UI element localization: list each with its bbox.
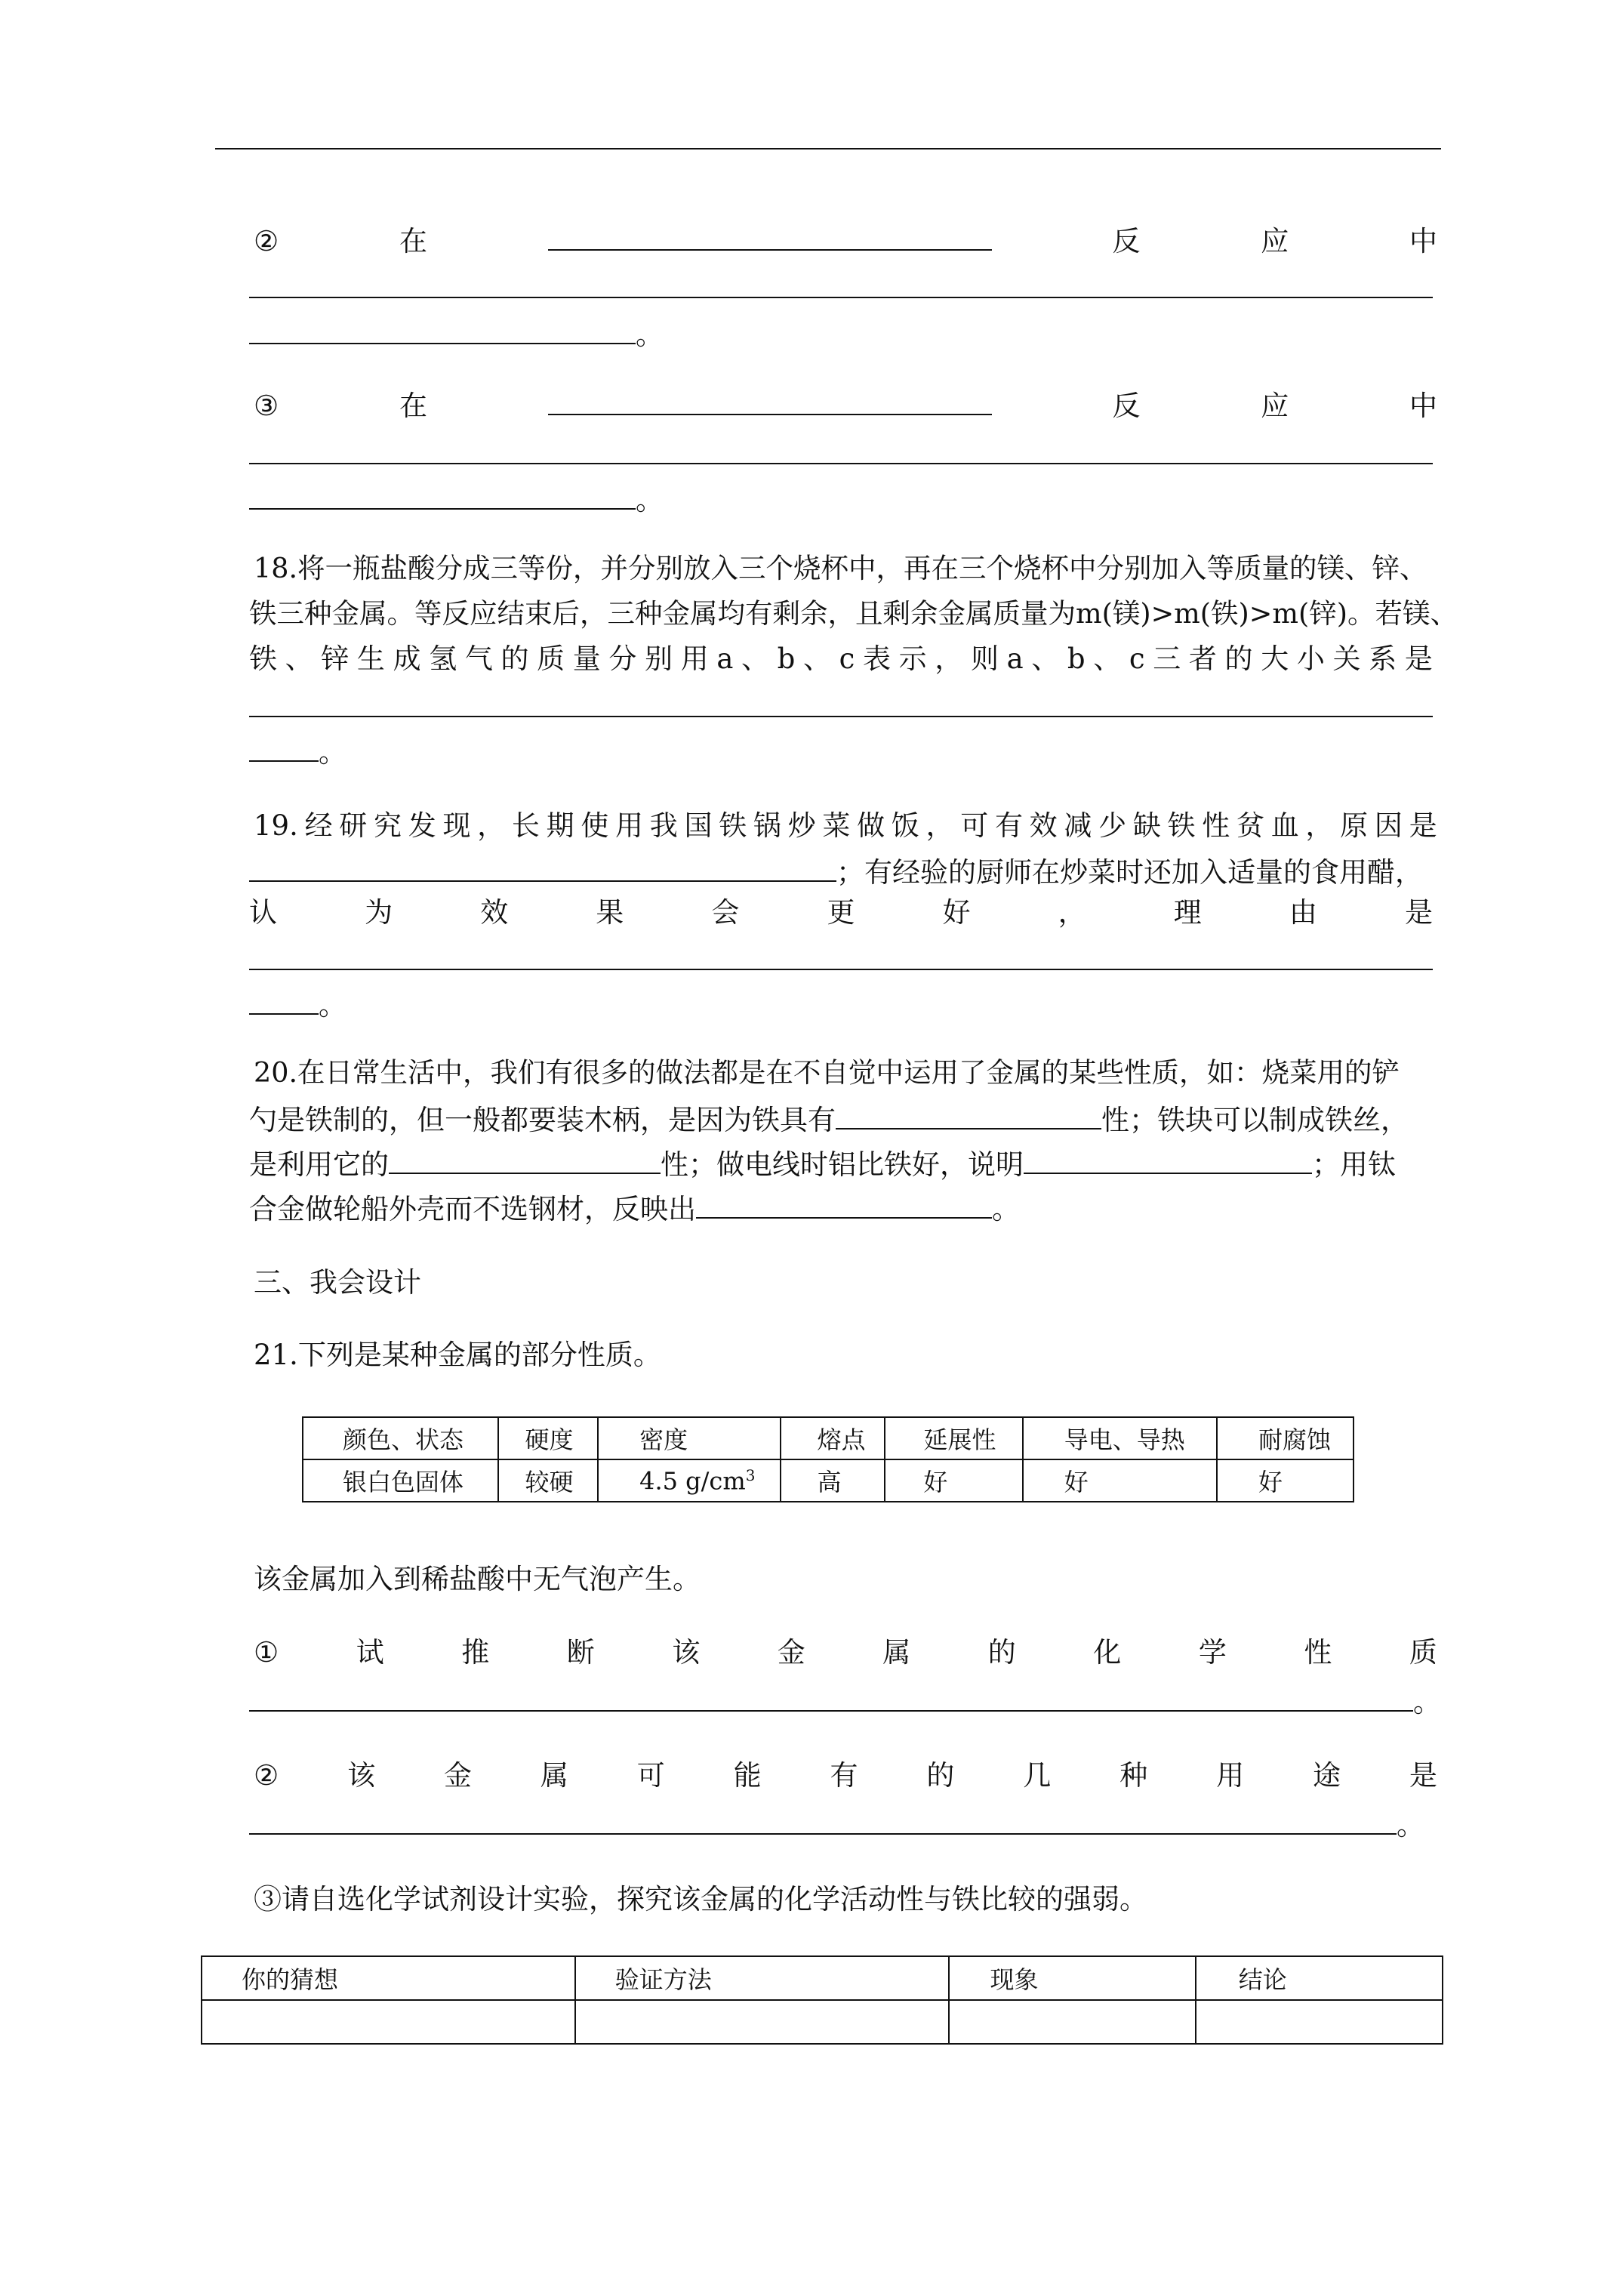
q18-end: 。: [249, 730, 346, 773]
text-char: 用: [1216, 1759, 1245, 1792]
text-char: ，: [477, 809, 506, 842]
table-row: [303, 1417, 1354, 1459]
text-char: 、: [741, 643, 770, 675]
text-char: 炒: [787, 809, 816, 842]
text-char: 贫: [1236, 809, 1264, 842]
answer-blank[interactable]: [249, 1803, 1397, 1835]
text-char: 者: [1188, 643, 1217, 675]
text-char: 铁: [1167, 809, 1196, 842]
text-char: c: [1129, 643, 1145, 675]
text-char: 是: [1409, 1759, 1437, 1792]
text-char: 19.: [254, 809, 298, 842]
table-header-cell: 结论: [1196, 1956, 1443, 2000]
q21-sub2: [254, 1755, 1437, 1796]
text-char: ，: [1305, 809, 1334, 842]
answer-blank[interactable]: [548, 384, 992, 415]
answer-cell[interactable]: [949, 2000, 1196, 2044]
answer-blank[interactable]: [249, 983, 319, 1015]
text-char: 金: [443, 1759, 472, 1792]
q21-note: 该金属加入到稀盐酸中无气泡产生。: [254, 1563, 701, 1595]
answer-blank[interactable]: [249, 850, 836, 882]
text-char: 的: [926, 1759, 955, 1792]
text-char: 是: [1404, 643, 1433, 675]
table-header-cell: 验证方法: [575, 1956, 949, 2000]
word: 中: [1409, 390, 1437, 422]
text-char: 使: [581, 809, 609, 842]
text-char: 国: [684, 809, 713, 842]
answer-cell[interactable]: [1196, 2000, 1443, 2044]
text-char: 究: [374, 809, 402, 842]
answer-cell[interactable]: [202, 2000, 575, 2044]
q19-end: 。: [249, 983, 346, 1026]
text-char: 大: [1261, 643, 1289, 675]
answer-blank[interactable]: [249, 313, 636, 344]
text-char: 会: [711, 896, 740, 929]
q20-line3: 是利用它的 性；做电线时铝比铁好，说明 ；用钛: [249, 1142, 1396, 1185]
answer-blank[interactable]: [696, 1187, 992, 1219]
text-char: 则: [970, 643, 999, 675]
text-char: 锅: [753, 809, 781, 842]
text-char: 化: [1093, 1636, 1122, 1669]
marker: ②: [254, 225, 279, 257]
text-char: ②: [254, 1759, 279, 1792]
table-header-cell: 密度: [598, 1417, 780, 1459]
word: 应: [1261, 225, 1289, 257]
text-char: 是: [1404, 896, 1433, 929]
table-cell: 较硬: [498, 1459, 598, 1502]
text-char: 表: [863, 643, 892, 675]
text-char: 是: [1409, 809, 1437, 842]
text-char: 果: [596, 896, 624, 929]
text-char: 成: [393, 643, 421, 675]
text-char: 学: [1198, 1636, 1227, 1669]
word: 反: [1112, 225, 1141, 257]
answer-blank[interactable]: [389, 1142, 661, 1174]
text-char: 属: [882, 1636, 911, 1669]
word: 应: [1261, 390, 1289, 422]
table-header-cell: 颜色、状态: [303, 1417, 498, 1459]
text-char: 关: [1332, 643, 1361, 675]
properties-table: [302, 1416, 1354, 1502]
text-char: ，: [935, 643, 963, 675]
table-header-cell: 导电、导热: [1023, 1417, 1217, 1459]
text-char: 菜: [822, 809, 851, 842]
text-char: 断: [566, 1636, 595, 1669]
design-table: [201, 1955, 1443, 2045]
text-char: 期: [546, 809, 574, 842]
table-header-cell: 现象: [949, 1956, 1196, 2000]
q17-line2: [254, 219, 1437, 262]
answer-blank[interactable]: [548, 219, 992, 251]
section-title: 三、我会设计: [254, 1266, 421, 1299]
text-char: 缺: [1132, 809, 1161, 842]
answer-blank[interactable]: [1024, 1142, 1312, 1174]
text-char: 的: [987, 1636, 1016, 1669]
text-char: 我: [649, 809, 678, 842]
table-cell: 4.5 $g/cm^3$: [598, 1459, 780, 1502]
table-row: [202, 1956, 1443, 2000]
table-cell: 高: [781, 1459, 885, 1502]
text-char: 理: [1173, 896, 1202, 929]
text-char: 用: [615, 809, 644, 842]
text-char: 途: [1312, 1759, 1341, 1792]
table-header-cell: 耐腐蚀: [1217, 1417, 1354, 1459]
answer-line[interactable]: [249, 969, 1433, 970]
q21-intro: 21.下列是某种金属的部分性质。: [254, 1339, 661, 1371]
text-char: 小: [1296, 643, 1325, 675]
answer-line[interactable]: [249, 463, 1433, 464]
text-char: 三: [1153, 643, 1181, 675]
text-char: 血: [1270, 809, 1299, 842]
text-char: 氢: [429, 643, 457, 675]
q18-line2: 铁三种金属。等反应结束后，三种金属均有剩余，且剩余金属质量为m(镁)>m(铁)>m(锌)。若镁、: [249, 597, 1458, 630]
text-char: 系: [1369, 643, 1397, 675]
text-char: 铁: [719, 809, 747, 842]
text-char: 性: [1304, 1636, 1332, 1669]
text-char: 该: [672, 1636, 701, 1669]
text-char: 推: [461, 1636, 490, 1669]
text-char: 用: [680, 643, 709, 675]
text-char: 由: [1289, 896, 1317, 929]
answer-line[interactable]: [249, 716, 1433, 717]
text-char: 能: [733, 1759, 762, 1792]
text-char: 因: [1374, 809, 1403, 842]
text-char: c: [839, 643, 855, 675]
text-char: 效: [480, 896, 509, 929]
text-char: 饭: [891, 809, 919, 842]
q17-line3: [254, 384, 1437, 427]
q17-line3-end: 。: [249, 478, 664, 521]
text-char: 有: [994, 809, 1023, 842]
q21-sub2-end: 。: [249, 1803, 1424, 1846]
text-char: a: [716, 643, 734, 675]
text-char: b: [777, 643, 796, 675]
text-char: 减: [1064, 809, 1092, 842]
word: 中: [1409, 225, 1437, 257]
text-char: 现: [442, 809, 471, 842]
text-char: 几: [1023, 1759, 1052, 1792]
table-header-cell: 硬度: [498, 1417, 598, 1459]
q21-sub3: ③请自选化学试剂设计实验，探究该金属的化学活动性与铁比较的强弱。: [254, 1883, 1147, 1915]
text-char: 锌: [321, 643, 350, 675]
table-cell: 银白色固体: [303, 1459, 498, 1502]
table-row: [202, 2000, 1443, 2044]
text-char: 经: [304, 809, 333, 842]
q21-sub1: [254, 1632, 1437, 1673]
q19-line2: ；有经验的厨师在炒菜时还加入适量的食用醋，: [249, 850, 1423, 893]
table-cell: 好: [1217, 1459, 1354, 1502]
table-cell: 好: [1023, 1459, 1217, 1502]
text-char: 长: [511, 809, 540, 842]
table-header-cell: 你的猜想: [202, 1956, 575, 2000]
q20-line1: 20.在日常生活中，我们有很多的做法都是在不自觉中运用了金属的某些性质，如：烧菜用的铲: [254, 1056, 1400, 1089]
text-char: 质: [537, 643, 565, 675]
text-char: ，: [925, 809, 954, 842]
q20-line2: 勺是铁制的，但一般都要装木柄，是因为铁具有 性；铁块可以制成铁丝，: [249, 1098, 1409, 1141]
text-char: ①: [254, 1636, 279, 1669]
answer-blank[interactable]: [249, 730, 319, 762]
text-char: 可: [636, 1759, 665, 1792]
text-char: 做: [857, 809, 885, 842]
word: 在: [399, 390, 427, 422]
text-char: b: [1067, 643, 1086, 675]
q19-line1: [254, 806, 1437, 846]
text-char: 、: [1093, 643, 1122, 675]
text-char: 属: [540, 1759, 568, 1792]
text-char: 种: [1119, 1759, 1148, 1792]
text-char: 少: [1098, 809, 1127, 842]
text-char: 别: [645, 643, 673, 675]
text-char: 性: [1202, 809, 1230, 842]
text-char: 研: [339, 809, 368, 842]
answer-blank[interactable]: [249, 1680, 1413, 1712]
text-char: 更: [827, 896, 855, 929]
text-char: 分: [608, 643, 637, 675]
text-char: 的: [1224, 643, 1253, 675]
text-char: 好: [942, 896, 971, 929]
table-header-cell: 延展性: [885, 1417, 1022, 1459]
text-char: 有: [830, 1759, 858, 1792]
text-char: 为: [365, 896, 393, 929]
text-char: 示: [898, 643, 927, 675]
q18-line3: [249, 639, 1433, 680]
word: 反: [1112, 390, 1141, 422]
answer-blank[interactable]: [836, 1098, 1101, 1130]
word: 在: [399, 225, 427, 257]
q19-line3: [249, 892, 1433, 933]
table-cell: 好: [885, 1459, 1022, 1502]
text-char: 铁: [249, 643, 277, 675]
text-char: 可: [960, 809, 989, 842]
text-char: 、: [1031, 643, 1060, 675]
answer-blank[interactable]: [249, 478, 636, 510]
text-char: 量: [572, 643, 601, 675]
text-char: 生: [356, 643, 385, 675]
text-char: 质: [1409, 1636, 1437, 1669]
text-char: 效: [1029, 809, 1058, 842]
table-row: [303, 1459, 1354, 1502]
q21-sub1-end: 。: [249, 1680, 1441, 1723]
answer-line[interactable]: [249, 297, 1433, 298]
q20-line4: 合金做轮船外壳而不选钢材，反映出 。: [249, 1187, 1020, 1230]
table-header-cell: 熔点: [781, 1417, 885, 1459]
answer-cell[interactable]: [575, 2000, 949, 2044]
text-char: a: [1006, 643, 1024, 675]
text-char: 、: [803, 643, 831, 675]
q18-line1: 18.将一瓶盐酸分成三等份，并分别放入三个烧杯中，再在三个烧杯中分别加入等质量的镁、锌、: [254, 552, 1427, 584]
text-char: 原: [1340, 809, 1369, 842]
q17-line2-end: 。: [249, 313, 664, 356]
marker: ③: [254, 390, 279, 422]
text-char: 的: [500, 643, 529, 675]
text-char: 该: [347, 1759, 376, 1792]
text-char: 认: [249, 896, 277, 929]
text-char: 金: [777, 1636, 805, 1669]
text-char: ，: [1058, 896, 1086, 929]
text-char: 试: [356, 1636, 384, 1669]
header-rule: [215, 148, 1441, 149]
text-char: 、: [285, 643, 313, 675]
text-char: 气: [464, 643, 493, 675]
text-char: 发: [408, 809, 436, 842]
